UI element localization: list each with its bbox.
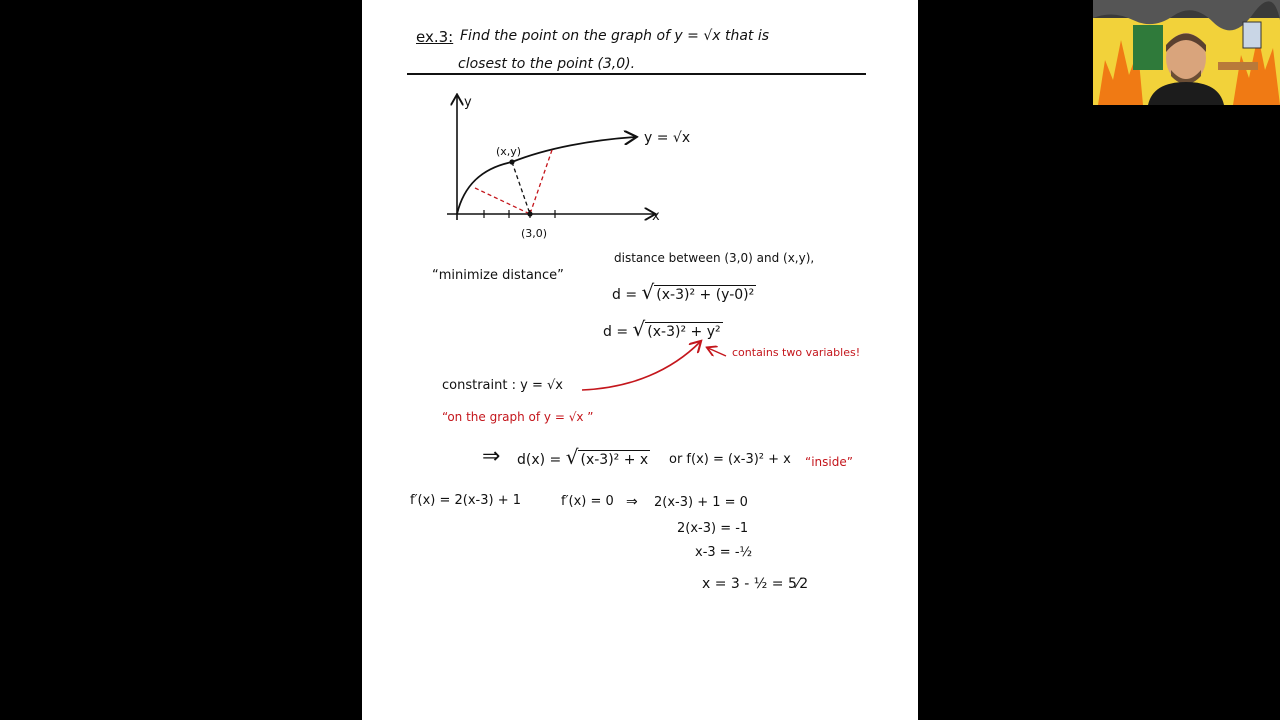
constraint-arrow <box>582 342 700 390</box>
d-full-lhs: d = <box>612 287 638 303</box>
example-label: ex.3: <box>416 28 454 46</box>
two-variables-note: contains two variables! <box>732 346 861 359</box>
curve-label: y = √x <box>644 130 691 146</box>
solve-arrow: ⇒ <box>626 494 638 510</box>
x-axis-label: x <box>652 209 660 224</box>
point-label: (x,y) <box>496 145 522 158</box>
variables-arrow <box>708 348 726 356</box>
implies-arrow: ⇒ <box>482 444 501 469</box>
minimize-note: “minimize distance” <box>432 268 564 283</box>
curve-point <box>509 159 514 164</box>
webcam-feed <box>1093 0 1280 105</box>
fixed-point <box>527 211 532 216</box>
solve-step-1: 2(x-3) + 1 = 0 <box>654 495 748 510</box>
sqrt-graph <box>442 90 702 250</box>
distance-function <box>517 445 650 469</box>
dx-radicand: (x-3)² + x <box>580 452 649 468</box>
presenter-webcam <box>1093 0 1280 105</box>
dx-lhs: d(x) = <box>517 452 562 468</box>
sqrt-curve <box>457 137 635 214</box>
problem-line-1: Find the point on the graph of y = √x that is <box>460 28 770 44</box>
y-axis-label: y <box>464 95 472 110</box>
solve-step-3: x-3 = -½ <box>695 545 753 560</box>
radical-sign-icon: √ <box>565 445 579 469</box>
inside-note: “inside” <box>805 455 853 469</box>
d-full-radicand: (x-3)² + (y-0)² <box>656 287 755 303</box>
distance-formula-full <box>612 280 756 304</box>
radical-sign-icon: √ <box>632 317 646 341</box>
constraint-note: constraint : y = √x <box>442 378 563 393</box>
derivative-expression: f′(x) = 2(x-3) + 1 <box>410 493 522 508</box>
on-graph-note: “on the graph of y = √x ” <box>442 410 594 424</box>
problem-line-2: closest to the point (3,0). <box>458 56 636 72</box>
d-simpl-lhs: d = <box>603 324 629 340</box>
fixed-point-label: (3,0) <box>521 227 548 240</box>
notes-page <box>362 0 918 720</box>
red-arrows <box>572 330 742 400</box>
red-dashed-line-right <box>530 150 552 214</box>
solve-step-2: 2(x-3) = -1 <box>677 521 749 536</box>
squared-function: or f(x) = (x-3)² + x <box>669 452 791 467</box>
distance-between-note: distance between (3,0) and (x,y), <box>614 251 815 265</box>
d-simpl-radicand: (x-3)² + y² <box>647 324 721 340</box>
header-divider <box>407 73 866 75</box>
critical-point-condition: f′(x) = 0 <box>561 494 614 509</box>
radical-sign-icon: √ <box>641 280 655 304</box>
solve-step-4: x = 3 - ½ = 5⁄2 <box>702 576 809 592</box>
